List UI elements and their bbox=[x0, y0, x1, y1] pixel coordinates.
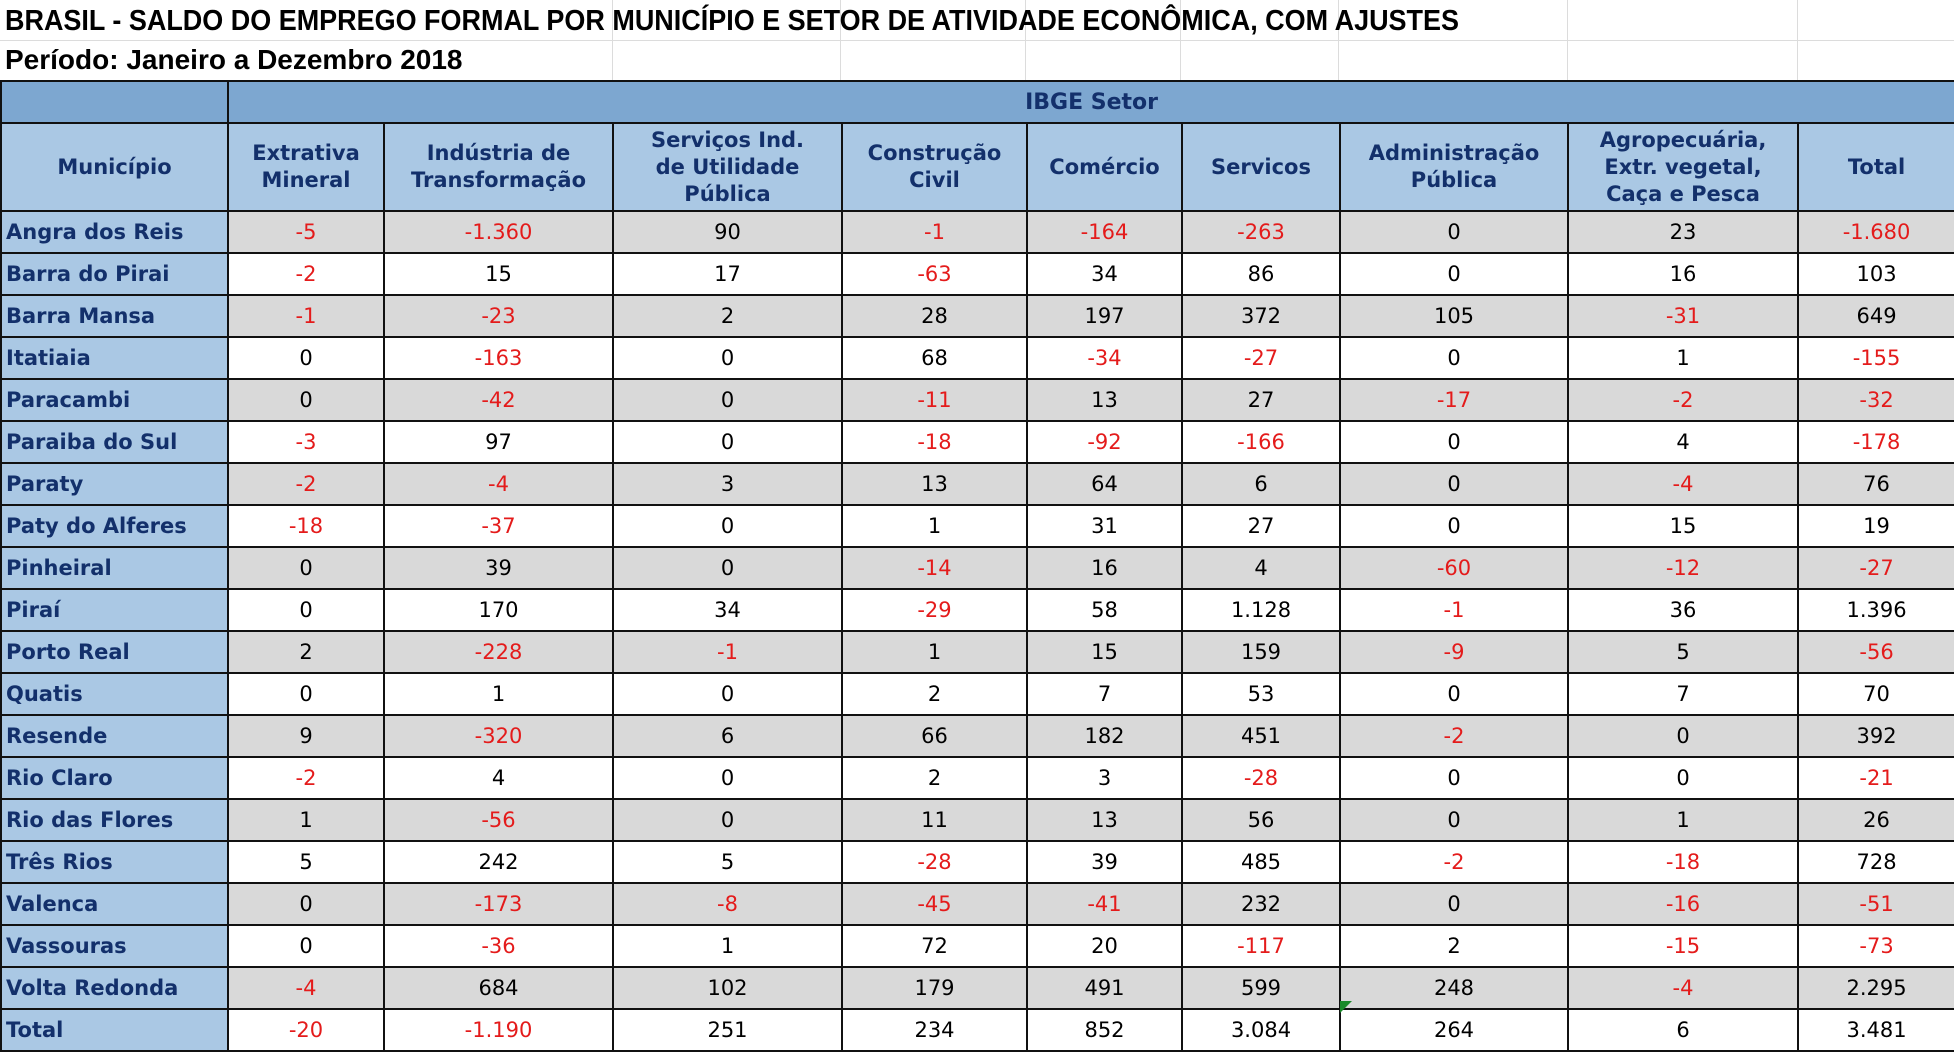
value-cell[interactable]: -4 bbox=[1568, 967, 1798, 1009]
value-cell[interactable]: -37 bbox=[384, 505, 613, 547]
value-cell[interactable]: -164 bbox=[1027, 211, 1182, 253]
value-cell[interactable]: -9 bbox=[1340, 631, 1568, 673]
municipio-cell[interactable]: Paracambi bbox=[1, 379, 228, 421]
value-cell[interactable]: 3.481 bbox=[1798, 1009, 1954, 1051]
value-cell[interactable]: 102 bbox=[613, 967, 842, 1009]
table-row bbox=[1, 841, 1954, 883]
value-cell[interactable]: 70 bbox=[1798, 673, 1954, 715]
value-cell[interactable]: 0 bbox=[228, 883, 384, 925]
municipio-cell[interactable]: Total bbox=[1, 1009, 228, 1051]
table-row bbox=[1, 337, 1954, 379]
value-cell[interactable]: 234 bbox=[842, 1009, 1027, 1051]
value-cell[interactable]: -4 bbox=[384, 463, 613, 505]
value-cell[interactable]: -15 bbox=[1568, 925, 1798, 967]
value-cell[interactable]: 728 bbox=[1798, 841, 1954, 883]
value-cell[interactable]: 649 bbox=[1798, 295, 1954, 337]
value-cell[interactable]: 56 bbox=[1182, 799, 1340, 841]
value-cell[interactable]: -155 bbox=[1798, 337, 1954, 379]
value-cell[interactable]: -92 bbox=[1027, 421, 1182, 463]
value-cell[interactable]: 485 bbox=[1182, 841, 1340, 883]
value-cell[interactable]: 34 bbox=[613, 589, 842, 631]
value-cell[interactable]: -2 bbox=[1340, 841, 1568, 883]
value-cell[interactable]: 66 bbox=[842, 715, 1027, 757]
value-cell[interactable]: 90 bbox=[613, 211, 842, 253]
value-cell[interactable]: -18 bbox=[228, 505, 384, 547]
value-cell[interactable]: 5 bbox=[228, 841, 384, 883]
table-row bbox=[1, 547, 1954, 589]
value-cell[interactable]: -41 bbox=[1027, 883, 1182, 925]
value-cell[interactable]: 182 bbox=[1027, 715, 1182, 757]
value-cell[interactable]: 4 bbox=[384, 757, 613, 799]
value-cell[interactable]: -3 bbox=[228, 421, 384, 463]
value-cell[interactable]: 0 bbox=[228, 379, 384, 421]
value-cell[interactable]: 159 bbox=[1182, 631, 1340, 673]
value-cell[interactable]: -28 bbox=[842, 841, 1027, 883]
value-cell[interactable]: 3 bbox=[1027, 757, 1182, 799]
value-cell[interactable]: -36 bbox=[384, 925, 613, 967]
value-cell[interactable]: 2 bbox=[228, 631, 384, 673]
group-header: IBGE Setor bbox=[228, 81, 1954, 123]
value-cell[interactable]: 0 bbox=[228, 589, 384, 631]
value-cell[interactable]: 0 bbox=[613, 757, 842, 799]
value-cell[interactable]: 7 bbox=[1027, 673, 1182, 715]
value-cell[interactable]: -8 bbox=[613, 883, 842, 925]
column-header: Extrativa Mineral bbox=[228, 123, 384, 211]
value-cell[interactable]: -173 bbox=[384, 883, 613, 925]
value-cell[interactable]: 76 bbox=[1798, 463, 1954, 505]
column-header: Construção Civil bbox=[842, 123, 1027, 211]
value-cell[interactable]: 0 bbox=[613, 379, 842, 421]
value-cell[interactable]: 3 bbox=[613, 463, 842, 505]
column-header: Comércio bbox=[1027, 123, 1182, 211]
value-cell[interactable]: -228 bbox=[384, 631, 613, 673]
table-row bbox=[1, 757, 1954, 799]
column-header: Serviços Ind. de Utilidade Pública bbox=[613, 123, 842, 211]
value-cell[interactable]: 13 bbox=[1027, 799, 1182, 841]
municipio-cell[interactable]: Paraty bbox=[1, 463, 228, 505]
column-header: Administração Pública bbox=[1340, 123, 1568, 211]
value-cell[interactable]: 1 bbox=[1568, 337, 1798, 379]
value-cell[interactable]: -12 bbox=[1568, 547, 1798, 589]
value-cell[interactable]: -163 bbox=[384, 337, 613, 379]
municipio-cell[interactable]: Piraí bbox=[1, 589, 228, 631]
municipio-cell[interactable]: Vassouras bbox=[1, 925, 228, 967]
value-cell[interactable]: 105 bbox=[1340, 295, 1568, 337]
value-cell[interactable]: 103 bbox=[1798, 253, 1954, 295]
value-cell[interactable]: 0 bbox=[1340, 211, 1568, 253]
value-cell[interactable]: 599 bbox=[1182, 967, 1340, 1009]
value-cell[interactable]: 3.084 bbox=[1182, 1009, 1340, 1051]
municipio-cell[interactable]: Quatis bbox=[1, 673, 228, 715]
value-cell[interactable]: -23 bbox=[384, 295, 613, 337]
value-cell[interactable]: 5 bbox=[613, 841, 842, 883]
value-cell[interactable]: 5 bbox=[1568, 631, 1798, 673]
municipio-cell[interactable]: Paraiba do Sul bbox=[1, 421, 228, 463]
table-row bbox=[1, 463, 1954, 505]
value-cell[interactable]: 11 bbox=[842, 799, 1027, 841]
column-header: Servicos bbox=[1182, 123, 1340, 211]
value-cell[interactable]: -14 bbox=[842, 547, 1027, 589]
value-cell[interactable]: 0 bbox=[1340, 337, 1568, 379]
value-cell[interactable]: 0 bbox=[1340, 673, 1568, 715]
value-cell[interactable]: 7 bbox=[1568, 673, 1798, 715]
value-cell[interactable]: -56 bbox=[384, 799, 613, 841]
value-cell[interactable]: -21 bbox=[1798, 757, 1954, 799]
value-cell[interactable]: 34 bbox=[1027, 253, 1182, 295]
value-cell[interactable]: -63 bbox=[842, 253, 1027, 295]
value-cell[interactable]: -17 bbox=[1340, 379, 1568, 421]
value-cell[interactable]: 684 bbox=[384, 967, 613, 1009]
value-cell[interactable]: 1 bbox=[613, 925, 842, 967]
value-cell[interactable]: 2 bbox=[842, 673, 1027, 715]
value-cell[interactable]: 16 bbox=[1568, 253, 1798, 295]
municipio-cell[interactable]: Barra do Pirai bbox=[1, 253, 228, 295]
table-row bbox=[1, 505, 1954, 547]
table-row bbox=[1, 715, 1954, 757]
value-cell[interactable]: 2 bbox=[1340, 925, 1568, 967]
value-cell[interactable]: 23 bbox=[1568, 211, 1798, 253]
table-row bbox=[1, 589, 1954, 631]
value-cell[interactable]: -178 bbox=[1798, 421, 1954, 463]
value-cell[interactable]: -29 bbox=[842, 589, 1027, 631]
table-row bbox=[1, 883, 1954, 925]
employment-table bbox=[0, 80, 1954, 1052]
value-cell[interactable]: -18 bbox=[842, 421, 1027, 463]
value-cell[interactable]: 17 bbox=[613, 253, 842, 295]
value-cell[interactable]: 179 bbox=[842, 967, 1027, 1009]
value-cell[interactable]: 27 bbox=[1182, 379, 1340, 421]
value-cell[interactable]: -42 bbox=[384, 379, 613, 421]
value-cell[interactable]: -16 bbox=[1568, 883, 1798, 925]
value-cell[interactable]: -320 bbox=[384, 715, 613, 757]
value-cell[interactable]: -2 bbox=[1340, 715, 1568, 757]
value-cell[interactable]: 0 bbox=[613, 505, 842, 547]
cell-comment-marker bbox=[1340, 1001, 1352, 1013]
value-cell[interactable]: 0 bbox=[1340, 463, 1568, 505]
value-cell[interactable]: -2 bbox=[228, 463, 384, 505]
value-cell[interactable]: -1.360 bbox=[384, 211, 613, 253]
value-cell[interactable]: 27 bbox=[1182, 505, 1340, 547]
value-cell[interactable]: 251 bbox=[613, 1009, 842, 1051]
table-row bbox=[1, 211, 1954, 253]
value-cell[interactable]: 1 bbox=[842, 631, 1027, 673]
municipio-cell[interactable]: Porto Real bbox=[1, 631, 228, 673]
value-cell[interactable]: -20 bbox=[228, 1009, 384, 1051]
value-cell[interactable]: 248 bbox=[1340, 967, 1568, 1009]
column-header: Indústria de Transformação bbox=[384, 123, 613, 211]
value-cell[interactable]: -5 bbox=[228, 211, 384, 253]
value-cell[interactable]: 0 bbox=[1340, 505, 1568, 547]
value-cell[interactable]: 0 bbox=[1568, 715, 1798, 757]
value-cell[interactable]: 26 bbox=[1798, 799, 1954, 841]
value-cell[interactable]: -51 bbox=[1798, 883, 1954, 925]
table-row bbox=[1, 253, 1954, 295]
value-cell[interactable]: 2 bbox=[842, 757, 1027, 799]
table-row bbox=[1, 421, 1954, 463]
value-cell[interactable]: 170 bbox=[384, 589, 613, 631]
value-cell[interactable]: 31 bbox=[1027, 505, 1182, 547]
value-cell[interactable]: 372 bbox=[1182, 295, 1340, 337]
value-cell[interactable]: 86 bbox=[1182, 253, 1340, 295]
value-cell[interactable]: 491 bbox=[1027, 967, 1182, 1009]
value-cell[interactable]: 97 bbox=[384, 421, 613, 463]
value-cell[interactable]: -117 bbox=[1182, 925, 1340, 967]
value-cell[interactable]: 68 bbox=[842, 337, 1027, 379]
value-cell[interactable]: 0 bbox=[613, 799, 842, 841]
total-row bbox=[1, 1009, 1954, 1051]
column-header-municipio: Município bbox=[1, 123, 228, 211]
value-cell[interactable]: 39 bbox=[384, 547, 613, 589]
value-cell[interactable]: -1.680 bbox=[1798, 211, 1954, 253]
value-cell[interactable]: -1 bbox=[842, 211, 1027, 253]
municipio-cell[interactable]: Angra dos Reis bbox=[1, 211, 228, 253]
value-cell[interactable]: 1.128 bbox=[1182, 589, 1340, 631]
municipio-cell[interactable]: Barra Mansa bbox=[1, 295, 228, 337]
value-cell[interactable]: 392 bbox=[1798, 715, 1954, 757]
value-cell[interactable]: -166 bbox=[1182, 421, 1340, 463]
municipio-cell[interactable]: Itatiaia bbox=[1, 337, 228, 379]
value-cell[interactable]: -1 bbox=[228, 295, 384, 337]
value-cell[interactable]: -34 bbox=[1027, 337, 1182, 379]
value-cell[interactable]: 0 bbox=[1340, 883, 1568, 925]
value-cell[interactable]: 0 bbox=[1340, 253, 1568, 295]
report-period: Período: Janeiro a Dezembro 2018 bbox=[5, 44, 463, 75]
value-cell[interactable]: 0 bbox=[228, 337, 384, 379]
value-cell[interactable]: 197 bbox=[1027, 295, 1182, 337]
municipio-cell[interactable]: Três Rios bbox=[1, 841, 228, 883]
municipio-cell[interactable]: Volta Redonda bbox=[1, 967, 228, 1009]
value-cell[interactable]: -1 bbox=[1340, 589, 1568, 631]
value-cell[interactable]: 0 bbox=[228, 673, 384, 715]
value-cell[interactable]: -4 bbox=[228, 967, 384, 1009]
value-cell[interactable]: -2 bbox=[228, 253, 384, 295]
value-cell[interactable]: 4 bbox=[1568, 421, 1798, 463]
value-cell[interactable]: 2 bbox=[613, 295, 842, 337]
value-cell[interactable]: 58 bbox=[1027, 589, 1182, 631]
table-row bbox=[1, 799, 1954, 841]
value-cell[interactable]: 36 bbox=[1568, 589, 1798, 631]
header-corner bbox=[1, 81, 228, 123]
value-cell[interactable]: 0 bbox=[1340, 799, 1568, 841]
value-cell[interactable]: -60 bbox=[1340, 547, 1568, 589]
value-cell[interactable]: 0 bbox=[613, 421, 842, 463]
table-row bbox=[1, 379, 1954, 421]
value-cell[interactable]: -4 bbox=[1568, 463, 1798, 505]
value-cell[interactable]: 6 bbox=[613, 715, 842, 757]
municipio-cell[interactable]: Valenca bbox=[1, 883, 228, 925]
value-cell[interactable]: 0 bbox=[1340, 421, 1568, 463]
value-cell[interactable]: 242 bbox=[384, 841, 613, 883]
value-cell[interactable]: 15 bbox=[1027, 631, 1182, 673]
value-cell[interactable]: -2 bbox=[1568, 379, 1798, 421]
value-cell[interactable]: 0 bbox=[1568, 757, 1798, 799]
value-cell[interactable]: 16 bbox=[1027, 547, 1182, 589]
value-cell[interactable]: 0 bbox=[613, 547, 842, 589]
value-cell[interactable]: -1.190 bbox=[384, 1009, 613, 1051]
value-cell[interactable]: 13 bbox=[1027, 379, 1182, 421]
value-cell[interactable]: -73 bbox=[1798, 925, 1954, 967]
table-row bbox=[1, 673, 1954, 715]
value-cell[interactable]: 0 bbox=[228, 925, 384, 967]
value-cell[interactable]: 232 bbox=[1182, 883, 1340, 925]
value-cell[interactable]: 1 bbox=[384, 673, 613, 715]
value-cell[interactable]: 4 bbox=[1182, 547, 1340, 589]
value-cell[interactable]: -18 bbox=[1568, 841, 1798, 883]
value-cell[interactable]: 0 bbox=[613, 337, 842, 379]
municipio-cell[interactable]: Resende bbox=[1, 715, 228, 757]
column-header: Agropecuária, Extr. vegetal, Caça e Pesca bbox=[1568, 123, 1798, 211]
value-cell[interactable]: 72 bbox=[842, 925, 1027, 967]
municipio-cell[interactable]: Rio Claro bbox=[1, 757, 228, 799]
value-cell[interactable]: 0 bbox=[1340, 757, 1568, 799]
value-cell[interactable]: 15 bbox=[1568, 505, 1798, 547]
value-cell[interactable]: -27 bbox=[1182, 337, 1340, 379]
value-cell[interactable]: 6 bbox=[1182, 463, 1340, 505]
value-cell[interactable]: -31 bbox=[1568, 295, 1798, 337]
value-cell[interactable]: -45 bbox=[842, 883, 1027, 925]
value-cell[interactable]: 19 bbox=[1798, 505, 1954, 547]
value-cell[interactable]: -32 bbox=[1798, 379, 1954, 421]
municipio-cell[interactable]: Rio das Flores bbox=[1, 799, 228, 841]
value-cell[interactable]: 2.295 bbox=[1798, 967, 1954, 1009]
value-cell[interactable]: 451 bbox=[1182, 715, 1340, 757]
value-cell[interactable]: 264 bbox=[1340, 1009, 1568, 1051]
table-row bbox=[1, 967, 1954, 1009]
value-cell[interactable]: 28 bbox=[842, 295, 1027, 337]
value-cell[interactable]: 1 bbox=[1568, 799, 1798, 841]
value-cell[interactable]: 15 bbox=[384, 253, 613, 295]
value-cell[interactable]: 1 bbox=[842, 505, 1027, 547]
value-cell[interactable]: 852 bbox=[1027, 1009, 1182, 1051]
value-cell[interactable]: -56 bbox=[1798, 631, 1954, 673]
value-cell[interactable]: -2 bbox=[228, 757, 384, 799]
column-header: Total bbox=[1798, 123, 1954, 211]
value-cell[interactable]: 39 bbox=[1027, 841, 1182, 883]
value-cell[interactable]: 1.396 bbox=[1798, 589, 1954, 631]
value-cell[interactable]: 20 bbox=[1027, 925, 1182, 967]
table-row bbox=[1, 631, 1954, 673]
value-cell[interactable]: 64 bbox=[1027, 463, 1182, 505]
value-cell[interactable]: -1 bbox=[613, 631, 842, 673]
value-cell[interactable]: -27 bbox=[1798, 547, 1954, 589]
municipio-cell[interactable]: Pinheiral bbox=[1, 547, 228, 589]
value-cell[interactable]: 13 bbox=[842, 463, 1027, 505]
table-row bbox=[1, 925, 1954, 967]
value-cell[interactable]: -11 bbox=[842, 379, 1027, 421]
municipio-cell[interactable]: Paty do Alferes bbox=[1, 505, 228, 547]
value-cell[interactable]: -263 bbox=[1182, 211, 1340, 253]
value-cell[interactable]: 53 bbox=[1182, 673, 1340, 715]
value-cell[interactable]: 9 bbox=[228, 715, 384, 757]
value-cell[interactable]: 0 bbox=[613, 673, 842, 715]
table-row bbox=[1, 295, 1954, 337]
value-cell[interactable]: 6 bbox=[1568, 1009, 1798, 1051]
value-cell[interactable]: 0 bbox=[228, 547, 384, 589]
report-title: BRASIL - SALDO DO EMPREGO FORMAL POR MUNICÍPIO E SETOR DE ATIVIDADE ECONÔMICA, COM AJUSTES bbox=[5, 5, 1459, 37]
value-cell[interactable]: 1 bbox=[228, 799, 384, 841]
value-cell[interactable]: -28 bbox=[1182, 757, 1340, 799]
